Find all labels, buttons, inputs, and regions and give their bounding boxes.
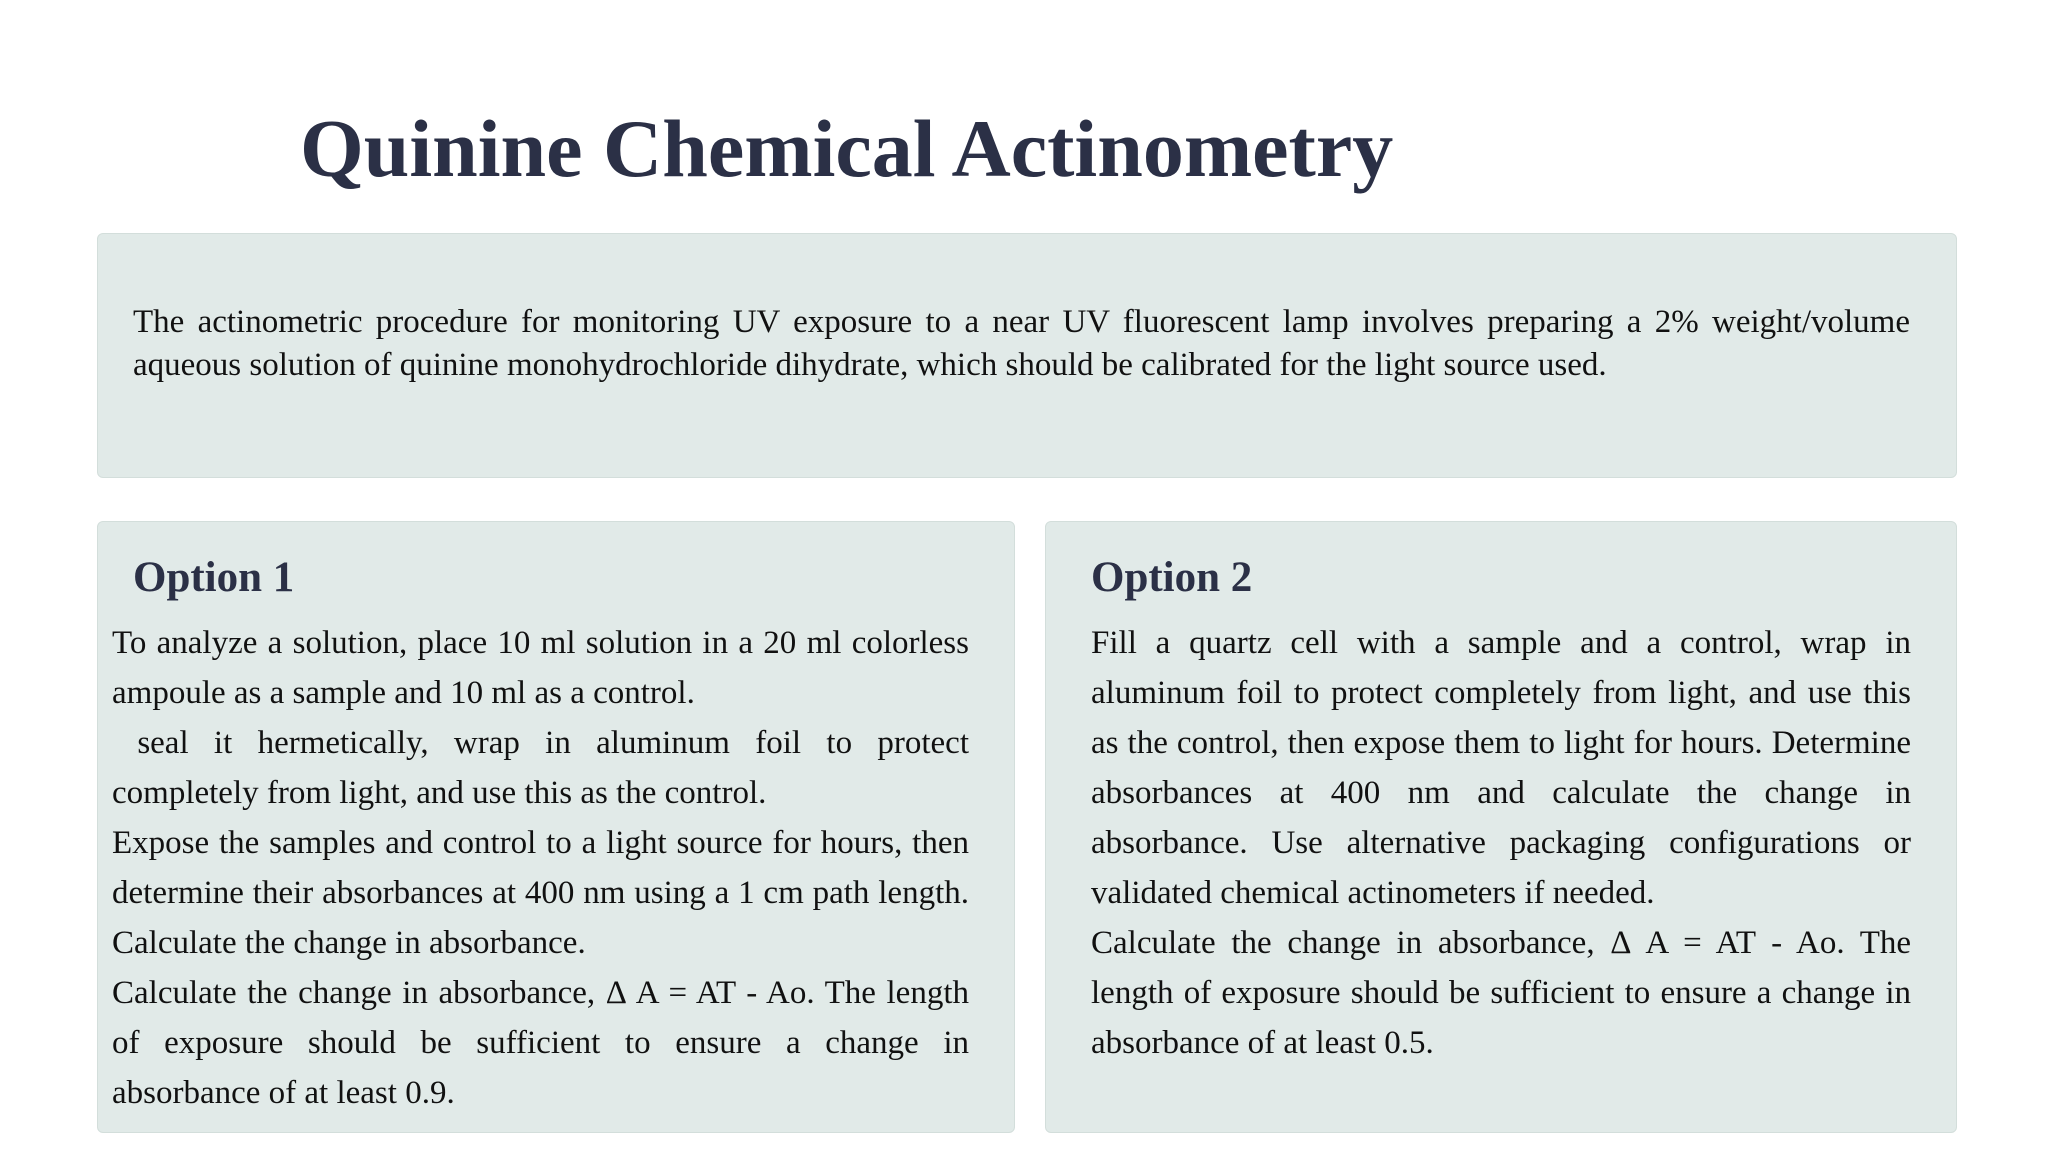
option-1-panel (97, 521, 1015, 1133)
option-2-heading: Option 2 (1091, 554, 1253, 601)
option-1-paragraph: Expose the samples and control to a light source for hours, then determine their absorbances at 400 nm using a 1 cm path length. Calculate the change in absorbance. (112, 825, 969, 961)
page-title: Quinine Chemical Actinometry (300, 103, 1394, 194)
option-2-body (1091, 618, 1911, 1068)
option-2-paragraph: Fill a quartz cell with a sample and a control, wrap in aluminum foil to protect completely from light, and use this as the control, then expose them to light for hours. Determine absorbances at 400 nm and calculate the change in absorbance. Use alternative packaging configurations or validated chemical actinometers if needed. (1091, 625, 1911, 911)
option-1-paragraph: To analyze a solution, place 10 ml solution in a 20 ml colorless ampoule as a sample and 10 ml as a control. (112, 625, 978, 711)
option-2-paragraph: Calculate the change in absorbance, Δ A = AT - Ao. The length of exposure should be sufficient to ensure a change in absorbance of at least 0.5. (1091, 925, 1911, 1061)
option-1-paragraph: Calculate the change in absorbance, Δ A = AT - Ao. The length of exposure should be sufficient to ensure a change in absorbance of at least 0.9. (112, 975, 969, 1111)
option-1-paragraph: seal it hermetically, wrap in aluminum foil to protect completely from light, and use this as the control. (112, 725, 978, 811)
option-1-heading: Option 1 (133, 554, 295, 601)
option-1-body (112, 618, 978, 1118)
option-2-panel (1045, 521, 1957, 1133)
intro-panel (97, 233, 1957, 478)
intro-text: The actinometric procedure for monitoring UV exposure to a near UV fluorescent lamp involves preparing a 2% weight/volume aqueous solution of quinine monohydrochloride dihydrate, which should be calibrated for the light source used. (133, 304, 1910, 383)
